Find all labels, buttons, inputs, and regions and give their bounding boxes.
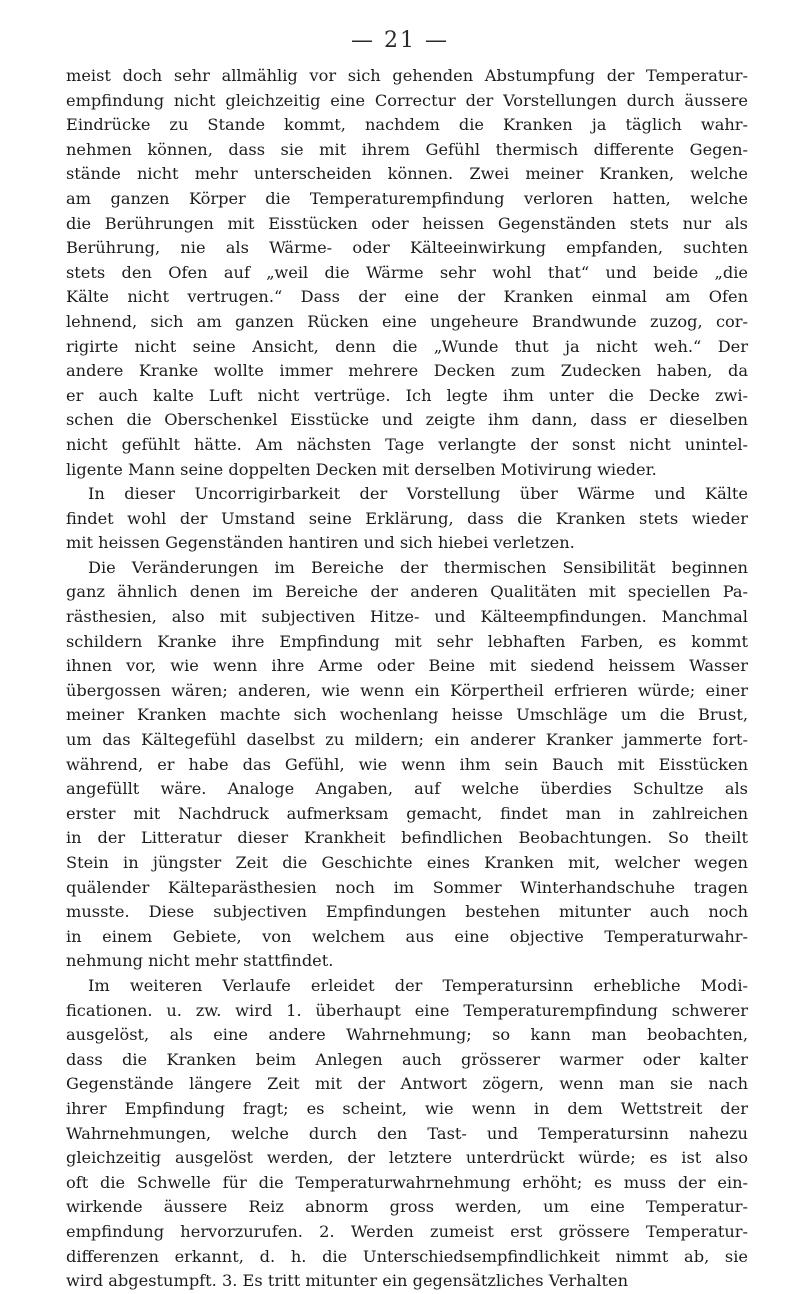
text-line: Wahrnehmungen, welche durch den Tast- und Temperatursinn nahezu [66,1123,748,1143]
text-line: mit heissen Gegenständen hantiren und sich hiebei verletzen. [66,533,575,553]
text-line: lehnend, sich am ganzen Rücken eine ungeheure Brandwunde zuzog, cor- [66,311,748,331]
text-line: um das Kältegefühl daselbst zu mildern; ein anderer Kranker jammerte fort- [66,730,748,750]
body-text [66,64,748,1294]
text-line: empfindung nicht gleichzeitig eine Correctur der Vorstellungen durch äussere [66,90,748,110]
text-line: erster mit Nachdruck aufmerksam gemacht, findet man in zahlreichen [66,803,748,823]
text-line: ganz ähnlich denen im Bereiche der anderen Qualitäten mit speciellen Pa- [66,582,748,602]
text-line: am ganzen Körper die Temperaturempfindung verloren hatten, welche [66,188,748,208]
text-line: ausgelöst, als eine andere Wahrnehmung; so kann man beobachten, [66,1025,748,1045]
text-line: ligente Mann seine doppelten Decken mit derselben Motivirung wieder. [66,459,657,479]
text-line: andere Kranke wollte immer mehrere Decken zum Zudecken haben, da [66,361,748,381]
text-line: In dieser Uncorrigirbarkeit der Vorstellung über Wärme und Kälte [88,484,748,504]
text-line: gleichzeitig ausgelöst werden, der letztere unterdrückt würde; es ist also [66,1148,748,1168]
text-line: wirkende äussere Reiz abnorm gross werden, um eine Temperatur- [66,1197,748,1217]
text-line: während, er habe das Gefühl, wie wenn ihm sein Bauch mit Eisstücken [66,754,748,774]
text-line: Im weiteren Verlaufe erleidet der Temperatursinn erhebliche Modi- [88,975,748,995]
text-line: ihnen vor, wie wenn ihre Arme oder Beine mit siedend heissem Wasser [66,656,748,676]
text-line: meiner Kranken machte sich wochenlang heisse Umschläge um die Brust, [66,705,748,725]
text-line: stets den Ofen auf „weil die Wärme sehr wohl that“ und beide „die [66,262,748,282]
text-line: differenzen erkannt, d. h. die Unterschiedsempfindlichkeit nimmt ab, sie [66,1246,748,1266]
text-line: Stein in jüngster Zeit die Geschichte eines Kranken mit, welcher wegen [66,853,748,872]
text-line: nicht gefühlt hätte. Am nächsten Tage verlangte der sonst nicht unintel- [66,434,748,454]
text-line: in der Litteratur dieser Krankheit befindlichen Beobachtungen. So theilt [66,828,748,848]
text-line: Kälte nicht vertrugen.“ Dass der eine der Kranken einmal am Ofen [66,287,748,307]
text-line: er auch kalte Luft nicht vertrüge. Ich legte ihm unter die Decke zwi- [66,385,748,405]
text-line: angefüllt wäre. Analoge Angaben, auf welche überdies Schultze als [66,779,748,799]
text-line: rästhesien, also mit subjectiven Hitze- und Kälteempfindungen. Manchmal [66,607,748,627]
text-line: rigirte nicht seine Ansicht, denn die „Wunde thut ja nicht weh.“ Der [66,336,748,356]
text-line: Eindrücke zu Stande kommt, nachdem die Kranken ja täglich wahr- [66,115,748,135]
text-line: nehmung nicht mehr stattfindet. [66,951,334,971]
text-line: stände nicht mehr unterscheiden können. Zwei meiner Kranken, welche [66,164,748,184]
text-line: findet wohl der Umstand seine Erklärung, dass die Kranken stets wieder [66,508,748,528]
text-line: ihrer Empfindung fragt; es scheint, wie wenn in dem Wettstreit der [66,1098,748,1118]
text-line: Gegenstände längere Zeit mit der Antwort zögern, wenn man sie nach [66,1074,748,1094]
text-line: empfindung hervorzurufen. 2. Werden zumeist erst grössere Temperatur- [66,1221,748,1241]
text-line: nehmen können, dass sie mit ihrem Gefühl thermisch differente Gegen- [66,139,748,159]
text-line: meist doch sehr allmählig vor sich gehenden Abstumpfung der Temperatur- [66,66,748,85]
text-line: übergossen wären; anderen, wie wenn ein Körpertheil erfrieren würde; einer [66,680,748,700]
text-line: musste. Diese subjectiven Empfindungen bestehen mitunter auch noch [66,902,748,922]
text-line: die Berührungen mit Eisstücken oder heissen Gegenständen stets nur als [66,213,748,233]
text-line: in einem Gebiete, von welchem aus eine objective Temperaturwahr- [66,926,748,946]
text-line: schildern Kranke ihre Empfindung mit sehr lebhaften Farben, es kommt [66,631,748,651]
text-line: dass die Kranken beim Anlegen auch grösserer warmer oder kalter [66,1049,748,1069]
text-line: Berührung, nie als Wärme- oder Kälteeinwirkung empfanden, suchten [66,238,748,258]
text-line: wird abgestumpft. 3. Es tritt mitunter ein gegensätzliches Verhalten [66,1271,629,1291]
text-line: ficationen. u. zw. wird 1. überhaupt eine Temperaturempfindung schwerer [66,1000,748,1020]
text-line: quälender Kälteparästhesien noch im Sommer Winterhandschuhe tragen [66,877,748,897]
text-line: schen die Oberschenkel Eisstücke und zeigte ihm dann, dass er dieselben [66,410,748,430]
text-line: oft die Schwelle für die Temperaturwahrnehmung erhöht; es muss der ein- [66,1172,748,1192]
page-number: — 21 — [351,28,449,53]
text-line: Die Veränderungen im Bereiche der thermischen Sensibilität beginnen [88,557,748,577]
